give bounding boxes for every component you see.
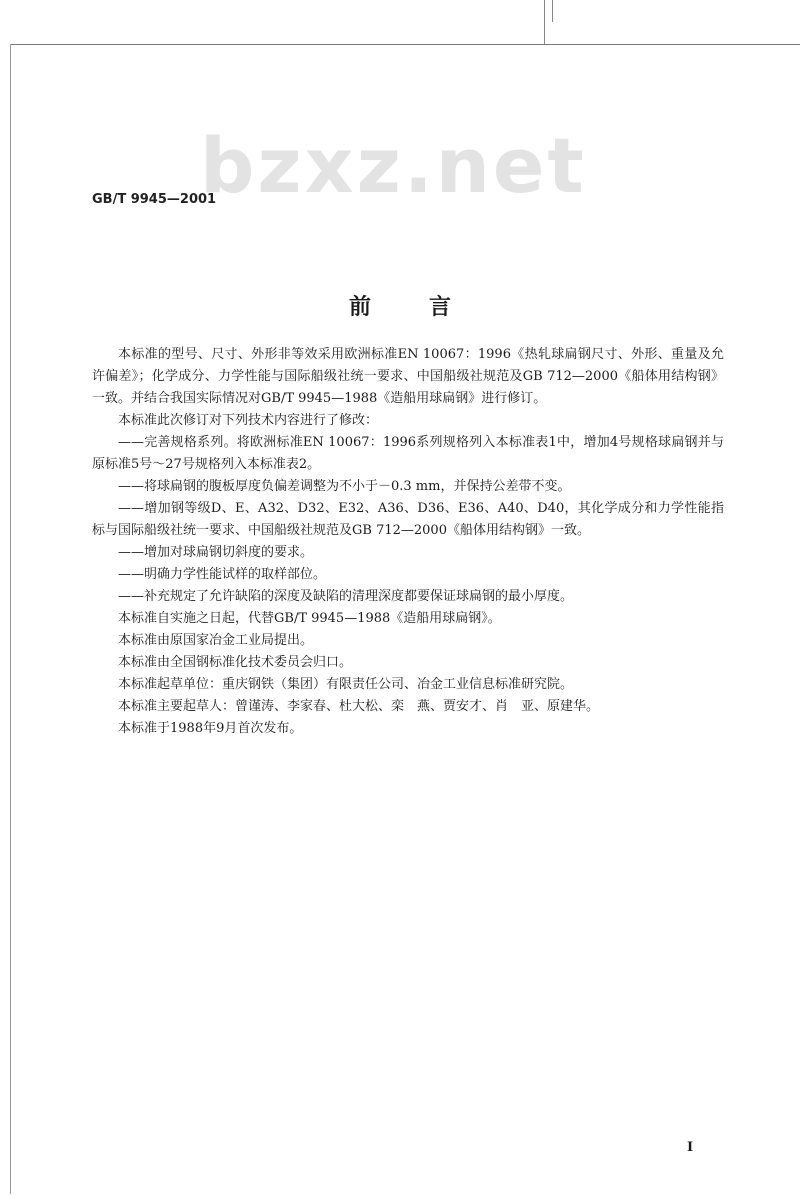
paragraph: 本标准自实施之日起，代替GB/T 9945—1988《造船用球扁钢》。 [118, 611, 501, 626]
list-item: ——完善规格系列。将欧洲标准EN 10067：1996系列规格列入本标准表1中，增加4号规格球扁钢并与原标准5号～27号规格列入本标准表2。 [92, 435, 724, 472]
paragraph: 本标准于1988年9月首次发布。 [118, 721, 303, 736]
paragraph: 本标准此次修订对下列技术内容进行了修改： [118, 413, 379, 428]
scan-border-left [10, 44, 11, 1194]
paragraph: 本标准由原国家冶金工业局提出。 [118, 633, 314, 648]
list-item: ——明确力学性能试样的取样部位。 [118, 567, 327, 582]
list-item: ——将球扁钢的腹板厚度负偏差调整为不小于－0.3 mm，并保持公差带不变。 [118, 479, 571, 494]
paragraph: 本标准主要起草人：曾谨涛、李家春、杜大松、栾 燕、贾安才、肖 亚、原建华。 [118, 699, 600, 714]
list-item: ——增加对球扁钢切斜度的要求。 [118, 545, 314, 560]
scan-border-top [10, 44, 800, 45]
scan-tick-mark [544, 0, 545, 44]
scan-tick-mark [552, 0, 553, 22]
watermark: bzxz.net [200, 121, 587, 210]
list-item: ——增加钢等级D、E、A32、D32、E32、A36、D36、E36、A40、D40，其化学成分和力学性能指标与国际船级社统一要求、中国船级社规范及GB 712—2000《船体用结构钢》一致。 [92, 501, 724, 538]
paragraph: 本标准由全国钢标准化技术委员会归口。 [118, 655, 353, 670]
list-item: ——补充规定了允许缺陷的深度及缺陷的清理深度都要保证球扁钢的最小厚度。 [118, 589, 574, 604]
paragraph: 本标准的型号、尺寸、外形非等效采用欧洲标准EN 10067：1996《热轧球扁钢尺寸、外形、重量及允许偏差》；化学成分、力学性能与国际船级社统一要求、中国船级社规范及GB 712—2000《船体用结构钢》一致。并结合我国实际情况对GB/T 9945—1988《造船用球扁钢》进行修订。 [92, 347, 724, 406]
paragraph: 本标准起草单位：重庆钢铁（集团）有限责任公司、冶金工业信息标准研究院。 [118, 677, 574, 692]
standard-code: GB/T 9945—2001 [92, 192, 217, 207]
foreword-body [92, 344, 724, 740]
page-number: I [687, 1140, 694, 1155]
page-title: 前言 [348, 295, 509, 320]
